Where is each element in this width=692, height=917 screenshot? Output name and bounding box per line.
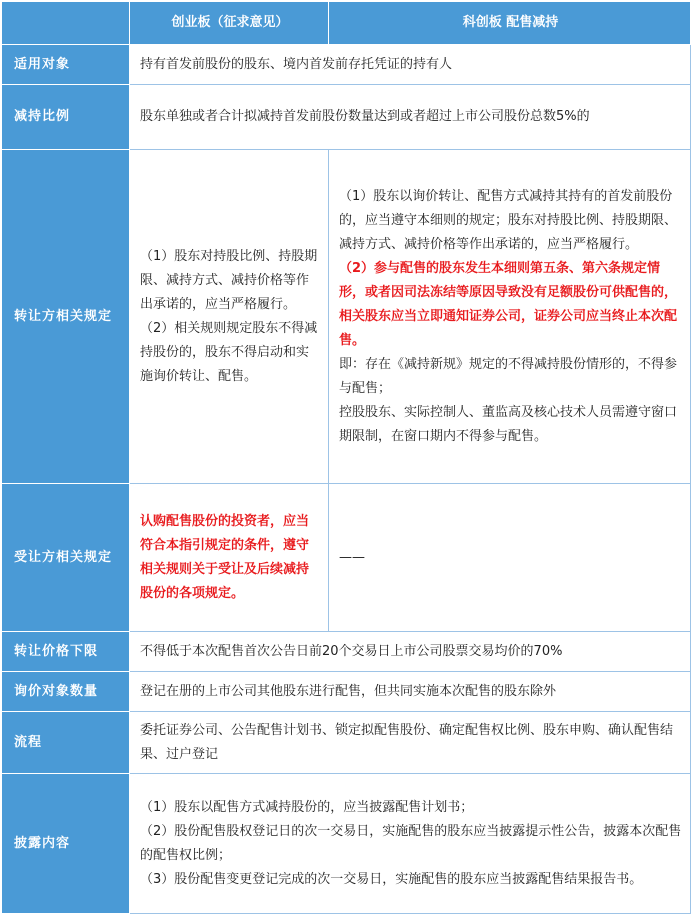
row-label-inquiry-count: 询价对象数量 (2, 672, 130, 712)
row-label-disclosure: 披露内容 (2, 774, 130, 914)
row-label-transferee: 受让方相关规定 (2, 484, 130, 632)
transferor-star-item-2: （2）参与配售的股东发生本细则第五条、第六条规定情形，或者因司法冻结等原因导致没有足额股份可供配售的，相关股东应当立即通知证券公司，证券公司应当终止本次配售。 (339, 260, 678, 348)
row-transferor-chinext (130, 150, 329, 484)
transferor-star-note-1: 即：存在《减持新规》规定的不得减持股份情形的，不得参与配售； (339, 356, 678, 396)
disclosure-item-2: （2）股份配售股权登记日的次一交易日，实施配售的股东应当披露提示性公告，披露本次配售的配售权比例； (140, 823, 682, 863)
row-transferor (2, 150, 691, 484)
row-value-inquiry-count: 登记在册的上市公司其他股东进行配售，但共同实施本次配售的股东除外 (130, 672, 691, 712)
row-label-price-floor: 转让价格下限 (2, 632, 130, 672)
row-value-ratio: 股东单独或者合计拟减持首发前股份数量达到或者超过上市公司股份总数5%的 (130, 85, 691, 150)
row-target (2, 45, 691, 85)
disclosure-item-3: （3）股份配售变更登记完成的次一交易日，实施配售的股东应当披露配售结果报告书。 (140, 871, 643, 887)
row-inquiry-count (2, 672, 691, 712)
row-transferee (2, 484, 691, 632)
transferor-chinext-item-2: （2）相关规则规定股东不得减持股份的，股东不得启动和实施询价转让、配售。 (140, 320, 318, 384)
row-disclosure (2, 774, 691, 914)
row-value-disclosure (130, 774, 691, 914)
row-value-process: 委托证券公司、公告配售计划书、锁定拟配售股份、确定配售权比例、股东申购、确认配售结果、过户登记 (130, 712, 691, 774)
table-header-row (2, 2, 691, 45)
row-label-process: 流程 (2, 712, 130, 774)
transferor-chinext-item-1: （1）股东对持股比例、持股期限、减持方式、减持价格等作出承诺的，应当严格履行。 (140, 248, 318, 312)
transferee-chinext-text: 认购配售股份的投资者，应当符合本指引规定的条件，遵守相关规则关于受让及后续减持股份的各项规定。 (140, 513, 310, 601)
row-transferee-star: —— (329, 484, 691, 632)
row-value-target: 持有首发前股份的股东、境内首发前存托凭证的持有人 (130, 45, 691, 85)
row-transferee-chinext (130, 484, 329, 632)
row-value-price-floor: 不得低于本次配售首次公告日前20个交易日上市公司股票交易均价的70% (130, 632, 691, 672)
row-label-transferor: 转让方相关规定 (2, 150, 130, 484)
disclosure-item-1: （1）股东以配售方式减持股份的，应当披露配售计划书； (140, 799, 474, 815)
row-transferor-star (329, 150, 691, 484)
row-ratio (2, 85, 691, 150)
transferor-star-note-2: 控股股东、实际控制人、董监高及核心技术人员需遵守窗口期限制，在窗口期内不得参与配售。 (339, 404, 678, 444)
row-process (2, 712, 691, 774)
header-star-market: 科创板 配售减持 (329, 2, 691, 45)
comparison-table (1, 1, 691, 914)
row-label-target: 适用对象 (2, 45, 130, 85)
row-label-ratio: 减持比例 (2, 85, 130, 150)
header-chinext: 创业板（征求意见） (130, 2, 329, 45)
header-corner-cell (2, 2, 130, 45)
transferor-star-item-1: （1）股东以询价转让、配售方式减持其持有的首发前股份的，应当遵守本细则的规定；股东对持股比例、持股期限、减持方式、减持价格等作出承诺的，应当严格履行。 (339, 188, 678, 252)
row-price-floor (2, 632, 691, 672)
